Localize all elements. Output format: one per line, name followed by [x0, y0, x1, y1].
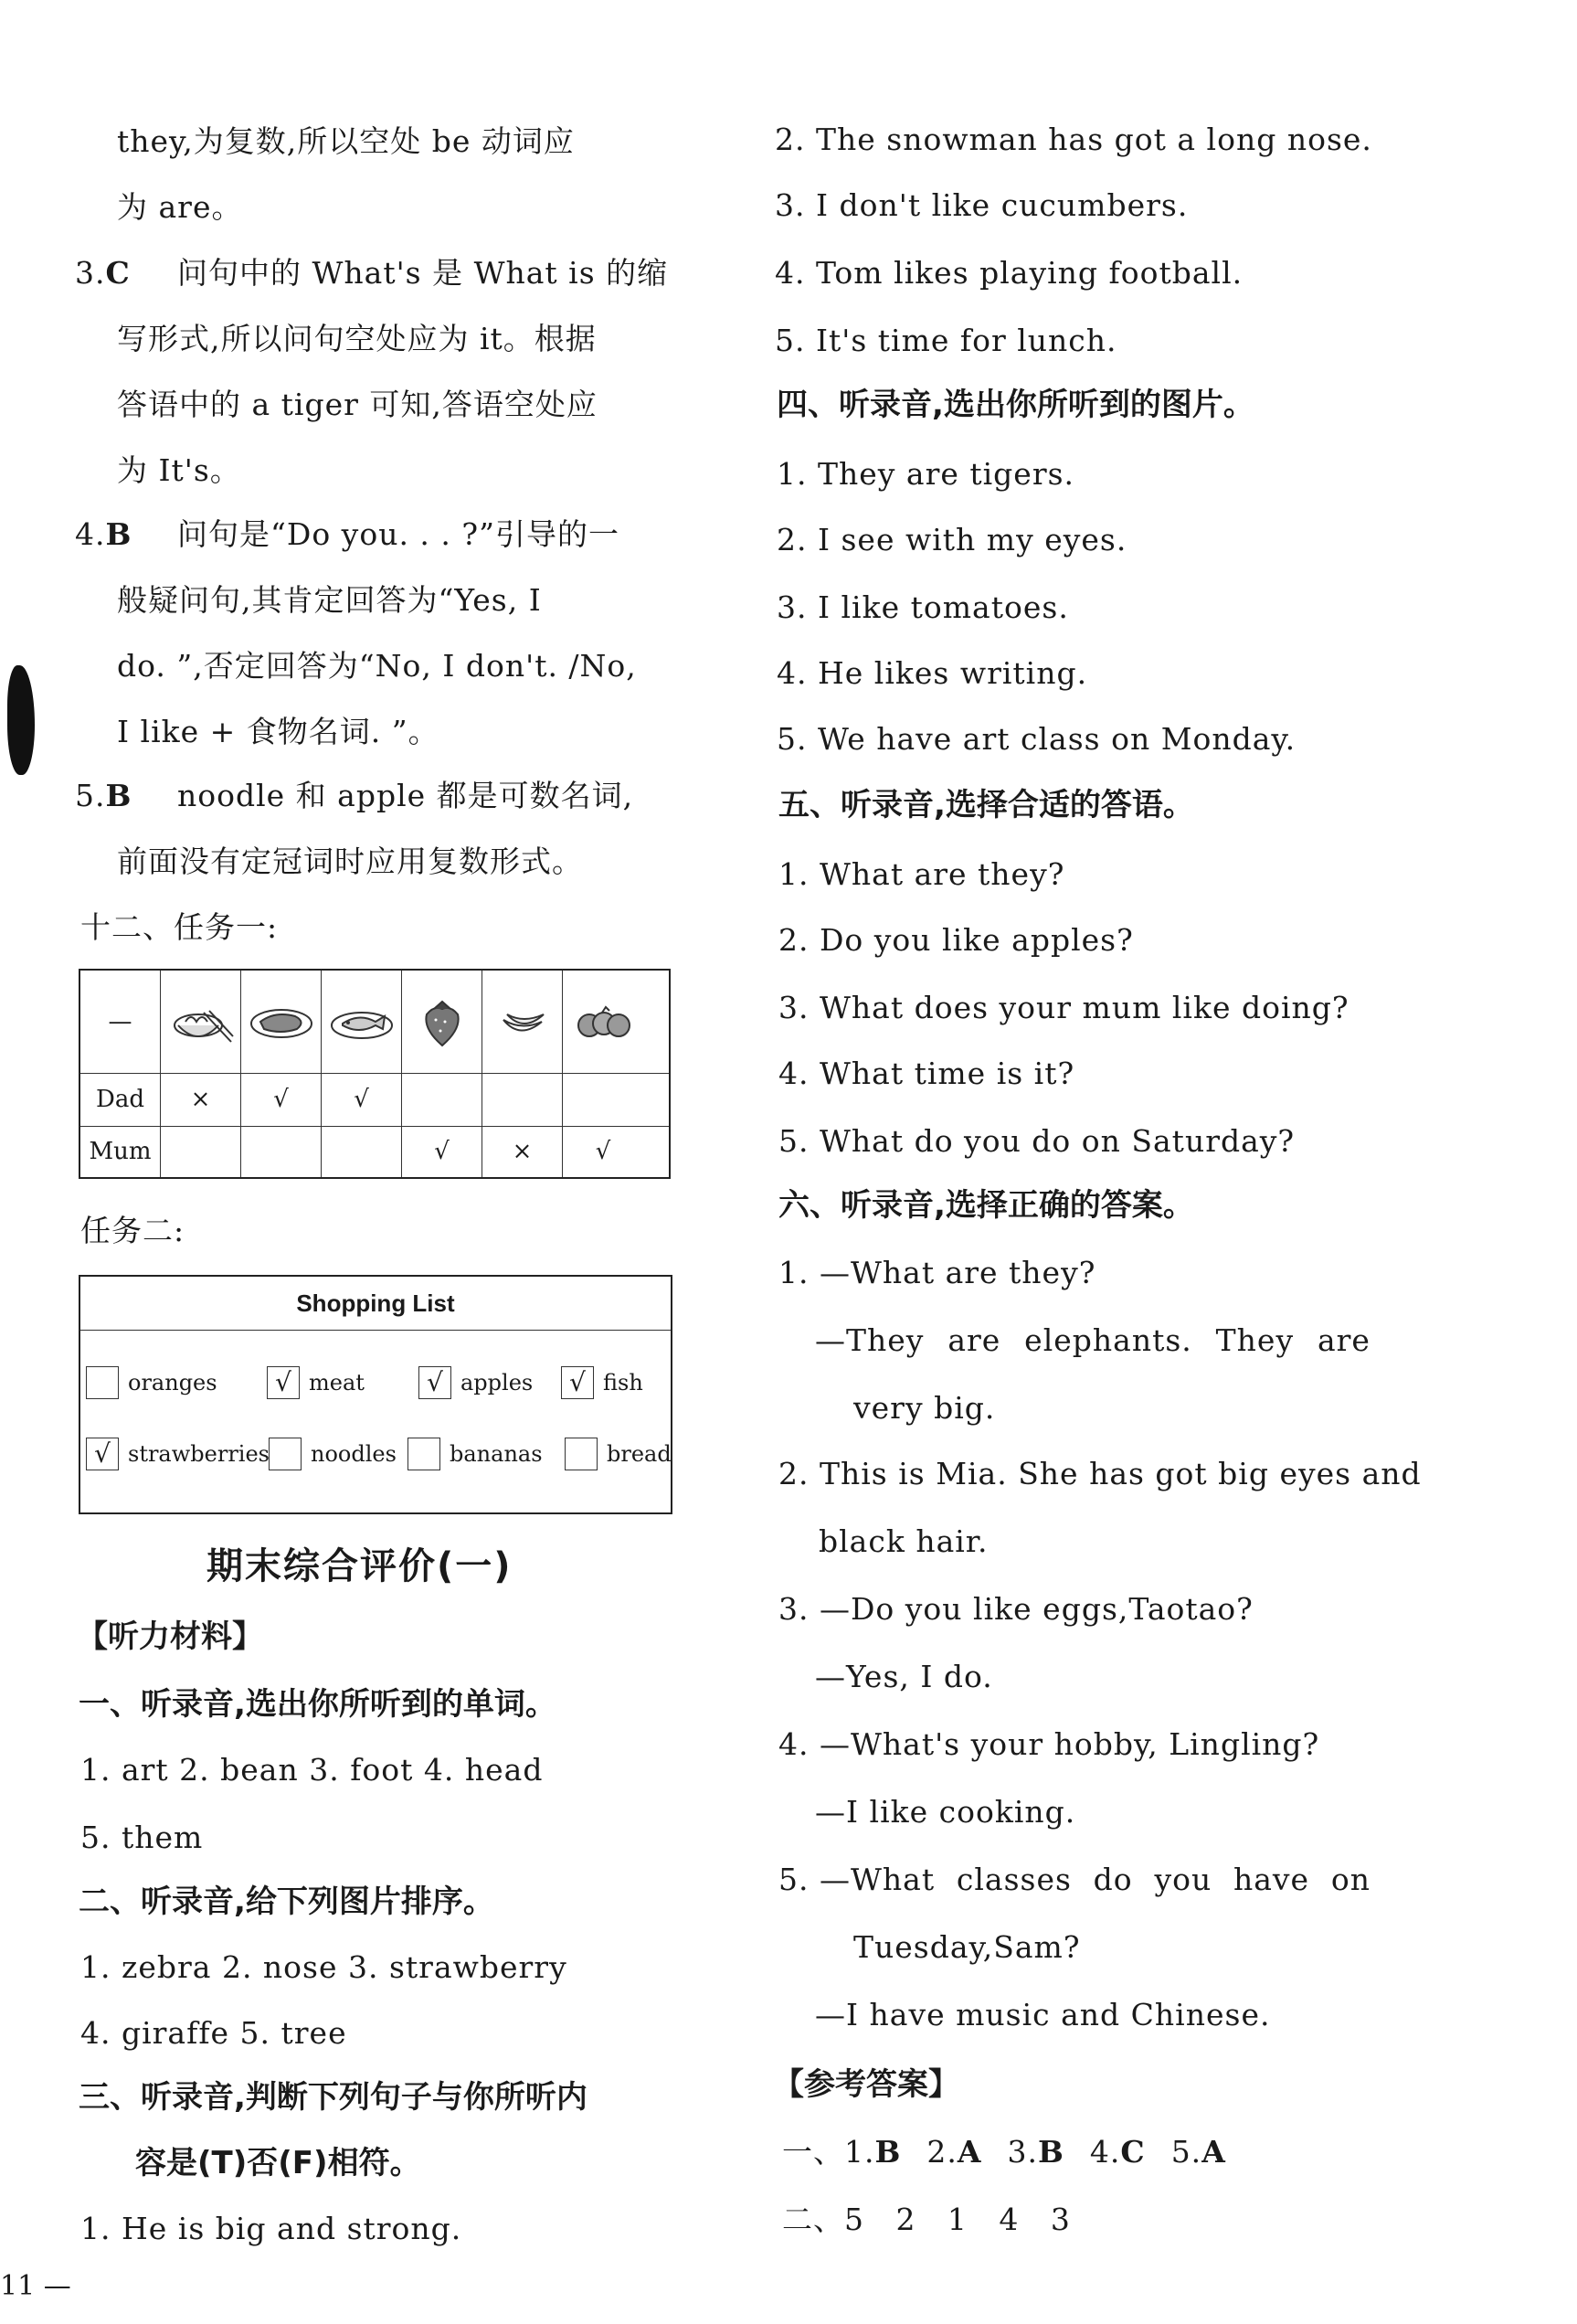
mark-cell: √	[595, 1138, 611, 1165]
left-line: noodle 和 apple 都是可数名词,	[177, 778, 634, 813]
shopping-item	[267, 1366, 365, 1399]
meat-icon	[241, 971, 322, 1073]
item-label: bananas	[450, 1441, 543, 1467]
item-number: 5.	[75, 778, 106, 813]
left-line: 为 are。	[117, 189, 243, 225]
p6-line: 1. —What are they?	[778, 1255, 1096, 1290]
item-label: noodles	[311, 1441, 397, 1467]
p6-word: are	[1317, 1322, 1371, 1358]
mark-cell	[322, 1126, 402, 1177]
orange-icon	[563, 971, 643, 1073]
p3-sentence: 3. I don't like cucumbers.	[775, 187, 1189, 223]
shopping-item	[561, 1366, 643, 1399]
scan-blot	[7, 665, 35, 775]
item-number: 3.	[75, 255, 106, 291]
part1-words: 1. art 2. bean 3. foot 4. head	[80, 1752, 544, 1788]
item-label: bread	[607, 1441, 672, 1467]
p6-word: They	[1215, 1322, 1295, 1358]
p6-word: do	[1093, 1862, 1133, 1897]
p3-sentence: 5. It's time for lunch.	[775, 323, 1117, 358]
strawberry-icon	[402, 971, 482, 1073]
table-header-row	[80, 971, 669, 1074]
table-row	[80, 1073, 669, 1127]
p6-line: —I have music and Chinese.	[815, 1997, 1271, 2032]
p5-question: 3. What does your mum like doing?	[778, 990, 1349, 1025]
checkbox	[269, 1438, 302, 1470]
p6-line: 3. —Do you like eggs,Taotao?	[778, 1591, 1254, 1627]
p4-sentence: 5. We have art class on Monday.	[777, 721, 1297, 757]
p6-word: classes	[956, 1862, 1072, 1897]
p6-line: 4. —What's your hobby, Lingling?	[778, 1726, 1320, 1762]
part1-words: 5. them	[80, 1820, 204, 1855]
shopping-item	[565, 1438, 672, 1470]
answer-item: 2.A	[926, 2134, 982, 2170]
item-label: meat	[309, 1370, 365, 1395]
item-answer: B	[105, 516, 132, 552]
answer-item	[75, 255, 131, 291]
task1-table	[79, 969, 671, 1179]
p6-line: —I like cooking.	[815, 1794, 1076, 1830]
part3-heading: 三、听录音,判断下列句子与你所听内	[79, 2079, 587, 2116]
p5-question: 4. What time is it?	[778, 1056, 1075, 1091]
p6-line: —Yes, I do.	[815, 1659, 993, 1694]
item-answer: C	[105, 255, 131, 291]
answer-item: 1.B	[844, 2134, 902, 2170]
shopping-item	[86, 1366, 217, 1399]
item-label: oranges	[128, 1370, 217, 1395]
shopping-item	[86, 1438, 270, 1470]
p6-line: black hair.	[819, 1523, 989, 1559]
left-line: 为 It's。	[117, 452, 241, 488]
p6-word: elephants.	[1024, 1322, 1192, 1358]
checkbox	[407, 1438, 440, 1470]
left-line: 问句是“Do you. . . ?”引导的一	[177, 516, 619, 552]
shopping-list	[79, 1275, 672, 1514]
answer-prefix: 一、	[782, 2134, 844, 2170]
mark-cell: √	[241, 1073, 322, 1126]
item-label: strawberries	[128, 1441, 270, 1467]
part2-heading: 二、听录音,给下列图片排序。	[79, 1884, 494, 1920]
item-label: apples	[460, 1370, 534, 1395]
answer-item: 3.B	[1007, 2134, 1064, 2170]
left-line: 问句中的 What's 是 What is 的缩	[177, 255, 669, 291]
p6-line: Tuesday,Sam?	[853, 1929, 1081, 1965]
p4-sentence: 1. They are tigers.	[777, 456, 1075, 492]
fish-icon	[322, 971, 402, 1073]
mark-cell	[241, 1126, 322, 1177]
left-line: they,为复数,所以空处 be 动词应	[117, 123, 575, 159]
part6-heading: 六、听录音,选择正确的答案。	[778, 1187, 1194, 1224]
answers-label: 【参考答案】	[773, 2066, 959, 2103]
p6-line	[778, 1862, 1371, 1897]
answer-row-2: 二、5 2 1 4 3	[782, 2202, 1071, 2237]
checkbox: √	[561, 1366, 594, 1399]
part2-words: 4. giraffe 5. tree	[80, 2015, 347, 2051]
task1-heading: 十二、任务一:	[80, 909, 279, 945]
part3-heading: 容是(T)否(F)相符。	[135, 2145, 421, 2181]
p6-word: on	[1330, 1862, 1371, 1897]
section-title: 期末综合评价(一)	[206, 1545, 513, 1587]
answer-item: 5.A	[1170, 2134, 1226, 2170]
mark-cell	[161, 1126, 241, 1177]
checkbox: √	[267, 1366, 300, 1399]
answer-item	[75, 780, 132, 811]
left-line: do. ”,否定回答为“No, I don't. /No,	[117, 648, 637, 684]
item-number: 4.	[75, 516, 106, 552]
left-line: 前面没有定冠词时应用复数形式。	[117, 844, 583, 879]
listening-label: 【听力材料】	[77, 1618, 263, 1655]
mark-cell: ×	[161, 1073, 241, 1126]
p3-sentence: 2. The snowman has got a long nose.	[775, 122, 1372, 157]
shopping-item	[418, 1366, 533, 1399]
mark-cell: ×	[482, 1126, 563, 1177]
shopping-item	[407, 1438, 543, 1470]
shopping-list-title: Shopping List	[80, 1277, 671, 1331]
p6-line: 2. This is Mia. She has got big eyes and	[778, 1456, 1422, 1491]
p4-sentence: 4. He likes writing.	[777, 655, 1088, 691]
noodles-icon	[161, 971, 241, 1073]
shopping-item	[269, 1438, 397, 1470]
row-name: Dad	[80, 1073, 161, 1126]
p5-question: 2. Do you like apples?	[778, 922, 1134, 958]
part1-heading: 一、听录音,选出你所听到的单词。	[79, 1686, 556, 1723]
part3-sentence: 1. He is big and strong.	[80, 2211, 462, 2246]
p6-word: 5. —What	[778, 1862, 936, 1897]
banana-icon	[482, 971, 563, 1073]
checkbox: √	[86, 1438, 119, 1470]
left-line: I like + 食物名词. ”。	[117, 714, 439, 749]
table-row	[80, 1126, 669, 1177]
answer-row-1	[782, 2134, 1226, 2170]
mark-cell: √	[402, 1126, 482, 1177]
left-line: 写形式,所以问句空处应为 it。根据	[117, 321, 597, 356]
mark-cell	[563, 1073, 643, 1126]
answer-item: 4.C	[1089, 2134, 1146, 2170]
checkbox	[565, 1438, 598, 1470]
p6-line: very big.	[853, 1390, 996, 1426]
mark-cell	[482, 1073, 563, 1126]
part2-words: 1. zebra 2. nose 3. strawberry	[80, 1949, 567, 1985]
item-label: fish	[603, 1370, 643, 1395]
answer-item	[75, 516, 132, 552]
part4-heading: 四、听录音,选出你所听到的图片。	[777, 387, 1254, 423]
row-name: Mum	[80, 1126, 161, 1177]
task2-heading: 任务二:	[80, 1213, 185, 1248]
p4-sentence: 3. I like tomatoes.	[777, 589, 1069, 625]
p5-question: 1. What are they?	[778, 856, 1065, 892]
p6-word: are	[947, 1322, 1001, 1358]
p6-word: have	[1233, 1862, 1310, 1897]
p5-question: 5. What do you do on Saturday?	[778, 1123, 1296, 1159]
p6-word: —They	[815, 1322, 925, 1358]
checkbox	[86, 1366, 119, 1399]
page-number: 11 —	[0, 2270, 71, 2302]
p6-line	[815, 1322, 1371, 1358]
left-line: 答语中的 a tiger 可知,答语空处应	[117, 387, 598, 422]
p6-word: you	[1154, 1862, 1212, 1897]
p3-sentence: 4. Tom likes playing football.	[775, 255, 1244, 291]
part5-heading: 五、听录音,选择合适的答语。	[778, 787, 1194, 823]
mark-cell: √	[322, 1073, 402, 1126]
p4-sentence: 2. I see with my eyes.	[777, 522, 1127, 557]
mark-cell	[402, 1073, 482, 1126]
checkbox: √	[418, 1366, 451, 1399]
item-answer: B	[105, 778, 132, 813]
left-line: 般疑问句,其肯定回答为“Yes, I	[117, 582, 542, 618]
table-corner: —	[80, 971, 161, 1073]
